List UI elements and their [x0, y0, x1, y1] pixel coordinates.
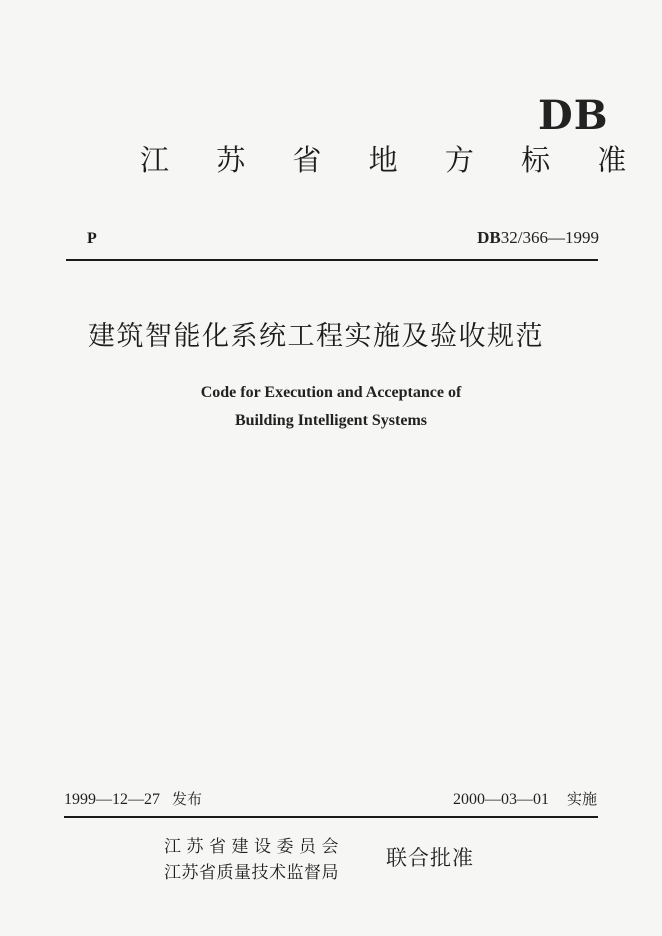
category-code: P — [87, 230, 97, 247]
standard-number — [477, 228, 599, 248]
joint-approval-label: 联合批准 — [386, 846, 474, 870]
issue-date: 1999—12—27 — [64, 791, 160, 808]
standard-type-heading: 江 苏 省 地 方 标 准 — [140, 143, 646, 177]
effective-date: 2000—03—01 — [452, 791, 549, 808]
footer-divider — [64, 816, 598, 818]
standard-number-prefix: DB — [477, 228, 501, 247]
document-title-chinese: 建筑智能化系统工程实施及验收规范 — [88, 321, 544, 352]
issuer-quality-bureau: 江苏省质量技术监督局 — [164, 863, 339, 883]
db-logo: DB — [538, 92, 609, 139]
effective-date-block — [453, 788, 597, 809]
document-title-english-line2: Building Intelligent Systems — [234, 412, 428, 429]
issue-date-block — [64, 788, 202, 809]
issue-label: 发布 — [172, 790, 203, 808]
standard-number-value: 32/366—1999 — [500, 228, 599, 247]
issuer-construction-committee: 江苏省建设委员会 — [164, 837, 344, 857]
effective-label: 实施 — [566, 790, 597, 808]
document-title-english-line1: Code for Execution and Acceptance of — [200, 384, 462, 401]
header-divider — [66, 259, 598, 261]
